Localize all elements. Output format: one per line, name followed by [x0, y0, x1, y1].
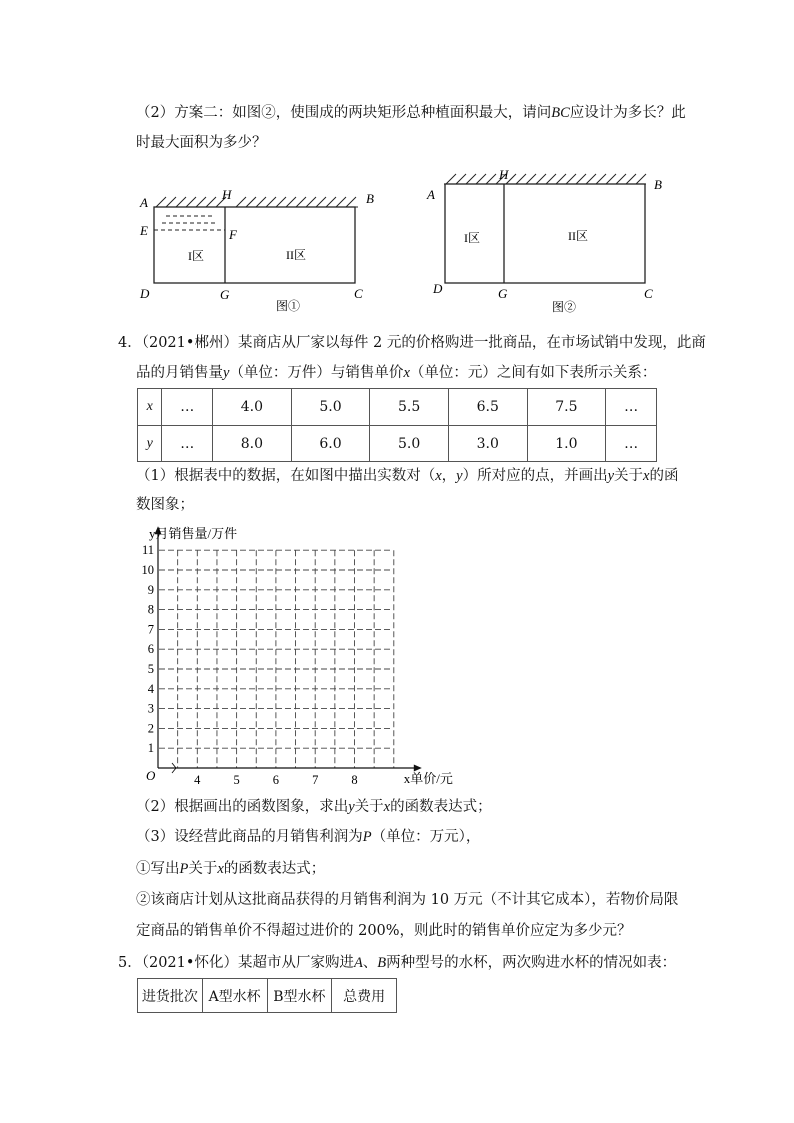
chart-grid: [159, 550, 394, 768]
y-tick-label: 8: [147, 602, 154, 617]
y-tick-label: 2: [147, 721, 154, 736]
q4-p2-a: （2）根据画出的函数图象，求出: [136, 799, 349, 815]
table-cell: 5.0: [370, 426, 449, 462]
q4-part3-1: [136, 859, 325, 879]
q4-part2: [136, 797, 492, 817]
q4-p1-x: x: [435, 468, 442, 484]
q4-line2-c: （单位：元）之间有如下表所示关系：: [409, 365, 657, 381]
y-tick-label: 5: [147, 662, 154, 676]
y-tick-label: 10: [141, 563, 154, 577]
y-tick-label: 1: [147, 741, 154, 756]
figure-2-region-1: I区: [464, 231, 480, 245]
x-tick-label: 5: [233, 773, 240, 787]
table-cell: …: [606, 426, 657, 462]
q4-part1-line2: 数图象；: [136, 497, 194, 513]
q4-line1-text: （2021•郴州）某商店从厂家以每件 2 元的价格购进一批商品，在市场试销中发现，此商: [141, 335, 706, 351]
q4-line2: [136, 363, 656, 383]
table-header: 进货批次: [138, 979, 203, 1013]
q4-value-table: [137, 388, 657, 462]
figure-2-label-b: B: [654, 177, 662, 192]
x-tick-label: 6: [272, 773, 280, 787]
table-cell: y: [138, 426, 162, 462]
q3-part2-line1: [136, 103, 686, 123]
figure-2-label-g: G: [498, 286, 508, 301]
figure-2-label-a: A: [427, 187, 435, 202]
figure-1-label-f: F: [229, 227, 237, 242]
table-cell: 8.0: [213, 426, 292, 462]
figure-2-wall-hatch: [444, 174, 646, 184]
q4-p2-b: 关于: [354, 799, 384, 815]
q3-part2-line2: 时最大面积为多少？: [136, 135, 267, 151]
figure-1-label-g: G: [220, 287, 230, 302]
y-tick-label: 7: [147, 622, 154, 637]
x-tick-label: 8: [351, 773, 358, 787]
figure-1-outer-rect: [154, 207, 355, 283]
figure-1-caption: 图①: [276, 299, 301, 313]
q4-p1-sep: ，: [441, 468, 457, 484]
q4-p1-x2: x: [643, 468, 650, 484]
y-axis-label: y月销售量/万件: [149, 526, 238, 542]
figure-2-label-d: D: [433, 281, 443, 296]
q4-number: 4．: [118, 335, 142, 351]
q4-p3-P: P: [362, 829, 372, 845]
q4-part3-2-line1: ②该商店计划从这批商品获得的月销售利润为 10 万元（不计其它成本），若物价局限: [136, 892, 679, 908]
q5-purchase-table: [137, 978, 397, 1013]
q4-p3-1-c: 的函数表达式；: [223, 861, 326, 877]
q4-line2-b: （单位：万件）与销售单价: [229, 365, 404, 381]
x-tick-label: 7: [312, 773, 319, 787]
figure-1-label-a: A: [140, 195, 148, 210]
figure-1-label-c: C: [354, 286, 363, 301]
figure-1-label-b: B: [366, 191, 374, 206]
q4-p3-1-a: ①写出: [136, 861, 180, 877]
figure-1-label-e: E: [140, 223, 148, 238]
table-row-x: [138, 389, 657, 426]
figure-1-wall-hatch: [154, 197, 358, 207]
table-cell: 4.0: [213, 389, 292, 426]
x-axis-label: x单价/元: [403, 771, 453, 786]
figure-1-label-d: D: [140, 286, 150, 301]
table-cell: 6.0: [291, 426, 370, 462]
table-header: B型水杯: [267, 979, 332, 1013]
figure-2-label-h: H: [499, 167, 509, 182]
y-tick-label: 9: [147, 582, 154, 597]
figure-1-region-2: II区: [286, 248, 306, 262]
q5-line1-b: 两种型号的水杯，两次购进水杯的情况如表：: [386, 955, 677, 971]
figure-1: [136, 183, 376, 318]
q5-var-b: B: [377, 955, 387, 971]
table-cell: 5.0: [291, 389, 370, 426]
table-cell: 7.5: [527, 389, 606, 426]
table-cell: …: [606, 389, 657, 426]
table-header: A型水杯: [202, 979, 267, 1013]
coordinate-grid-chart: [136, 520, 456, 790]
q4-p1-d: 的函: [649, 468, 679, 484]
q5-line1-a: （2021•怀化）某超市从厂家购进: [141, 955, 354, 971]
y-tick-label: 4: [147, 681, 154, 696]
q4-p3-1-P: P: [179, 861, 189, 877]
table-cell: 5.5: [370, 389, 449, 426]
q4-p1-y: y: [456, 468, 463, 484]
q4-line2-a: 品的月销售量: [136, 365, 223, 381]
q4-p3-1-b: 关于: [188, 861, 218, 877]
figure-2-region-2: II区: [568, 229, 588, 243]
origin-label: O: [146, 768, 156, 783]
table-cell: x: [138, 389, 162, 426]
table-cell: …: [162, 389, 213, 426]
q4-p1-y2: y: [607, 468, 615, 484]
q4-line2-var-x: x: [403, 365, 410, 381]
q4-part3-2-line2: 定商品的销售单价不得超过进价的 200%，则此时的销售单价应定为多少元？: [136, 923, 632, 939]
q5-number: 5．: [118, 955, 142, 971]
q5-sep: 、: [362, 955, 378, 971]
q4-p2-y: y: [348, 799, 355, 815]
q5-line1: [118, 953, 676, 973]
figure-1-label-h: H: [222, 187, 232, 202]
figure-2-label-c: C: [644, 286, 653, 301]
q3-part2-text-b: 应设计为多长？此: [569, 105, 686, 121]
table-row-y: [138, 426, 657, 462]
table-row: [138, 979, 397, 1013]
y-tick-label: 6: [147, 642, 154, 657]
q4-p3-1-x: x: [217, 861, 224, 877]
table-cell: 6.5: [448, 389, 527, 426]
table-cell: 3.0: [448, 426, 527, 462]
q4-p2-x: x: [383, 799, 391, 815]
q4-line1: [118, 333, 706, 353]
q4-p1-b: ）所对应的点，并画出: [462, 468, 608, 484]
q4-p1-c: 关于: [614, 468, 644, 484]
table-cell: …: [162, 426, 213, 462]
q3-part2-var-bc: BC: [551, 105, 570, 121]
figure-2-caption: 图②: [552, 300, 577, 314]
y-tick-label: 3: [147, 701, 154, 716]
q4-p3-b: （单位：万元），: [371, 829, 481, 845]
x-tick-label: 4: [194, 773, 201, 787]
q4-line2-var-y: y: [223, 365, 230, 381]
q4-p1-a: （1）根据表中的数据，在如图中描出实数对（: [136, 468, 436, 484]
q5-var-a: A: [353, 955, 363, 971]
q4-part3: [136, 827, 480, 847]
y-tick-label: 11: [141, 543, 154, 558]
q4-part1-line1: [136, 466, 678, 486]
q4-p2-c: 的函数表达式；: [390, 799, 492, 815]
table-cell: 1.0: [527, 426, 606, 462]
q3-part2-text-a: （2）方案二：如图②，使围成的两块矩形总种植面积最大，请问: [136, 105, 552, 121]
figure-1-region-1: I区: [188, 249, 204, 263]
figure-2: [424, 166, 674, 316]
table-header: 总费用: [332, 979, 397, 1013]
q4-p3-a: （3）设经营此商品的月销售利润为: [136, 829, 363, 845]
